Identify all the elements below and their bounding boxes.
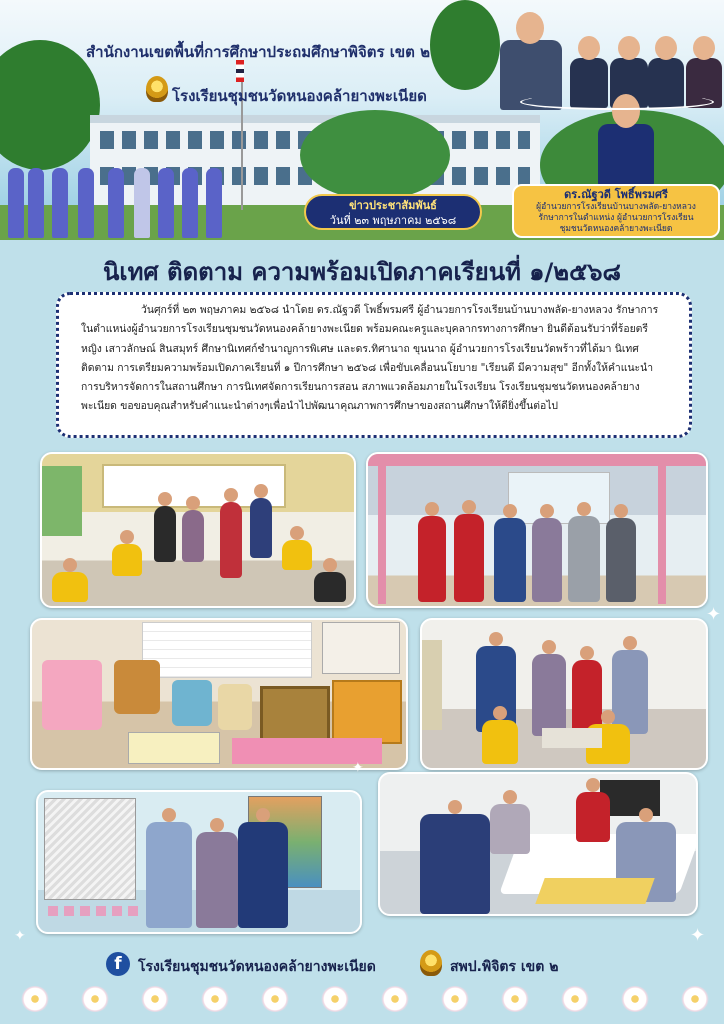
executive-head — [693, 36, 715, 60]
executive-head — [655, 36, 677, 60]
sparkle-icon: ✦ — [14, 928, 26, 944]
laurel-decoration — [520, 94, 714, 110]
photo-classroom-students — [420, 618, 708, 770]
school-emblem-icon — [146, 76, 168, 102]
flower-icon — [620, 986, 650, 1012]
flower-icon — [380, 986, 410, 1012]
flower-icon — [80, 986, 110, 1012]
executive-head — [516, 12, 544, 44]
header-banner — [0, 0, 724, 240]
office-emblem-icon — [420, 950, 442, 976]
director-photo — [598, 124, 654, 186]
photo-meeting-table — [378, 772, 698, 916]
flower-icon — [500, 986, 530, 1012]
pr-date: วันที่ ๒๓ พฤษภาคม ๒๕๖๘ — [329, 214, 457, 227]
staff-figure — [134, 168, 150, 238]
director-name-box — [512, 184, 720, 238]
flower-border — [0, 982, 724, 1024]
pr-label: ข่าวประชาสัมพันธ์ — [349, 199, 437, 212]
director-line3: ชุมชนวัดหนองคล้ายางพะเนียด — [559, 224, 673, 234]
staff-figure — [78, 168, 94, 238]
staff-figure — [8, 168, 24, 238]
executive-head — [578, 36, 600, 60]
photo-exhibition-table — [30, 618, 408, 770]
staff-figure — [182, 168, 198, 238]
news-body: วันศุกร์ที่ ๒๓ พฤษภาคม ๒๕๖๘ นำโดย ดร.ณัฐวดี โพธิ์พรมศรี ผู้อำนวยการโรงเรียนบ้านบางพลัด-ยางหลวง รักษาการในตำแหน่งผู้อำนวยการโรงเรียนชุมชนวัดหนองคล้ายางพะเนียด พร้อมคณะครูและบุคลากรทางการศึกษา ยินดีต้อนรับว่าที่ร้อยตรีหญิง เสาวลักษณ์ สินสมุทร์ ศึกษานิเทศก์ชำนาญการพิเศษ และดร.ทิศานาถ ขุนนาถ ผู้อำนวยการโรงเรียนวัดพร้าวที่ได้มา นิเทศ ติดตาม การเตรียมความพร้อมเปิดภาคเรียนที่ ๑ ปีการศึกษา ๒๕๖๘ เพื่อขับเคลื่อนนโยบาย "เรียนดี มีความสุข" อีกทั้งให้คำแนะนำ การบริหารจัดการในสถานศึกษา การนิเทศจัดการเรียนการสอน สภาพแวดล้อมภายในโรงเรียน โรงเรียนชุมชนวัดหนองคล้ายางพะเนียด ขอขอบคุณสำหรับคำแนะนำต่างๆเพื่อนำไปพัฒนาคุณภาพการศึกษาของสถานศึกษาให้ดียิ่งขึ้นต่อไป — [81, 304, 659, 413]
photo-group-pavilion — [366, 452, 708, 608]
staff-figure — [28, 168, 44, 238]
photo-classroom-visit — [40, 452, 356, 608]
director-line1: ผู้อำนวยการโรงเรียนบ้านบางพลัด-ยางหลวง — [536, 202, 696, 212]
flower-icon — [320, 986, 350, 1012]
flower-icon — [260, 986, 290, 1012]
sparkle-icon: ✦ — [690, 925, 706, 946]
flower-icon — [440, 986, 470, 1012]
facebook-icon[interactable]: f — [106, 952, 130, 976]
news-text-box — [56, 292, 692, 438]
flower-icon — [20, 986, 50, 1012]
sparkle-icon: ✦ — [706, 604, 722, 625]
photo-art-wall — [36, 790, 362, 934]
flower-icon — [200, 986, 230, 1012]
flower-icon — [560, 986, 590, 1012]
sparkle-icon: ✦ — [352, 760, 364, 776]
tree-top — [430, 0, 500, 90]
header-school-name: โรงเรียนชุมชนวัดหนองคล้ายางพะเนียด — [172, 87, 427, 105]
org-title: สำนักงานเขตพื้นที่การศึกษาประถมศึกษาพิจิตร เขต ๒ — [86, 43, 430, 61]
staff-figure — [52, 168, 68, 238]
flag-pole — [241, 60, 243, 210]
executive-head — [618, 36, 640, 60]
flower-icon — [680, 986, 710, 1012]
staff-figure — [108, 168, 124, 238]
footer-office-name: สพป.พิจิตร เขต ๒ — [450, 959, 559, 975]
pr-badge — [304, 194, 482, 230]
garden-trees — [300, 110, 450, 200]
director-name: ดร.ณัฐวดี โพธิ์พรมศรี — [564, 188, 668, 201]
flower-icon — [140, 986, 170, 1012]
footer-school-name[interactable]: โรงเรียนชุมชนวัดหนองคล้ายางพะเนียด — [138, 959, 376, 975]
staff-figure — [206, 168, 222, 238]
tree-left — [0, 40, 100, 170]
staff-figure — [158, 168, 174, 238]
page-title: นิเทศ ติดตาม ความพร้อมเปิดภาคเรียนที่ ๑/๒๕๖๘ — [102, 258, 622, 286]
director-line2: รักษาการในตำแหน่ง ผู้อำนวยการโรงเรียน — [538, 213, 694, 223]
